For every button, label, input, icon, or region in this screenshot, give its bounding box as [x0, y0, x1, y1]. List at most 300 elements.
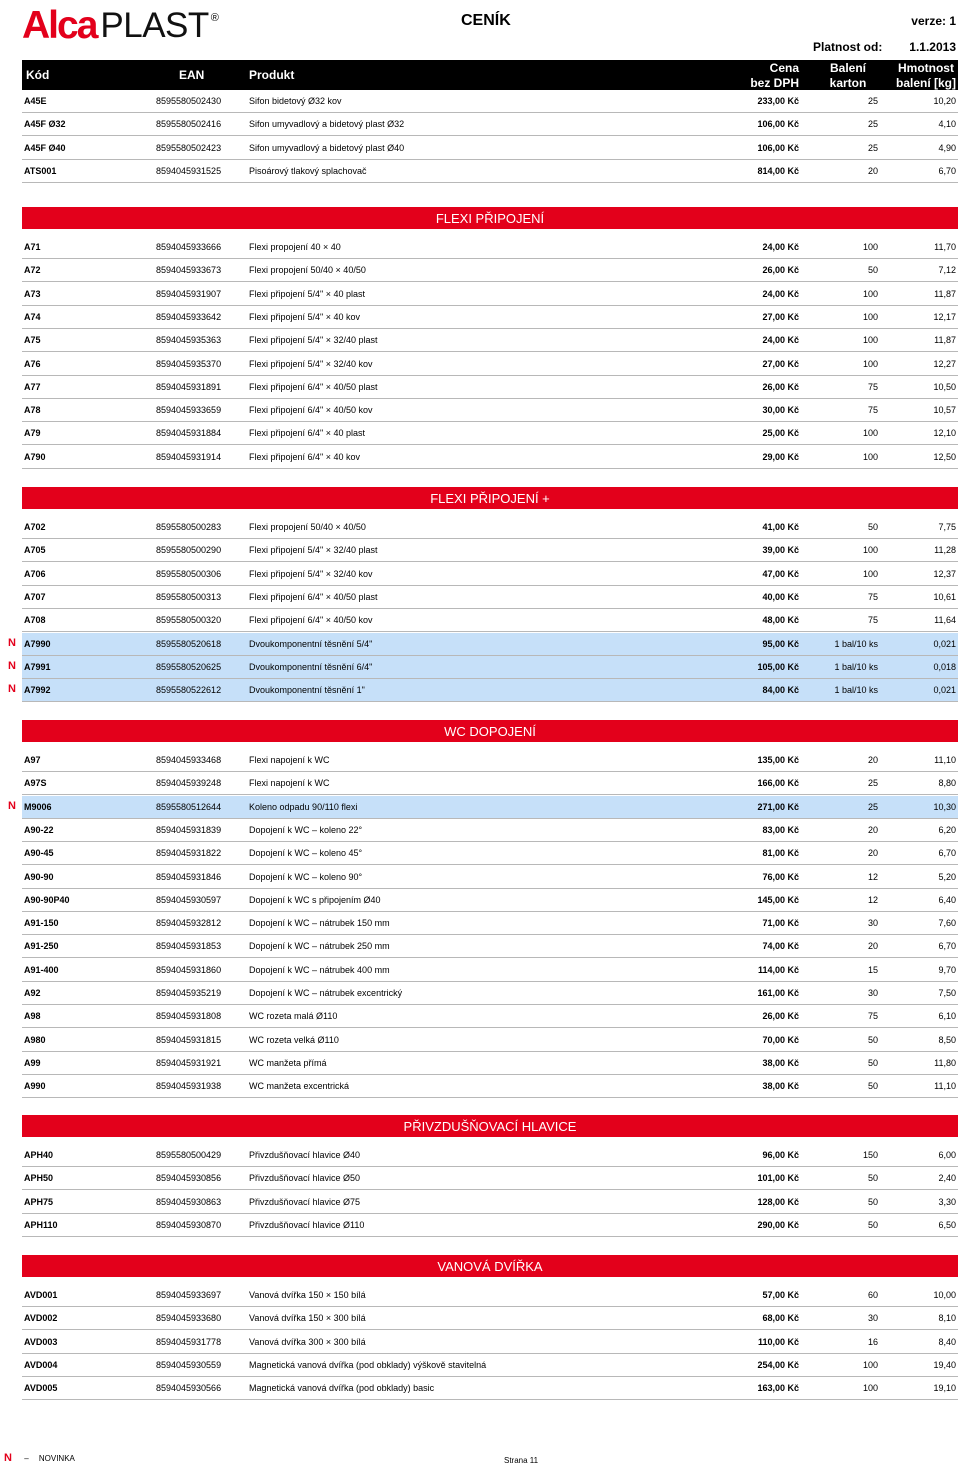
product-cell: Dopojení k WC – koleno 45°: [249, 848, 363, 858]
weight-cell: 6,40: [938, 895, 956, 905]
table-row: [22, 772, 958, 795]
table-row: [22, 842, 958, 865]
code-cell: A705: [24, 545, 46, 555]
product-cell: Dopojení k WC – nátrubek 250 mm: [249, 941, 390, 951]
product-cell: Přivzdušňovací hlavice Ø50: [249, 1173, 361, 1183]
price-cell: 57,00 Kč: [762, 1290, 799, 1300]
ean-cell: 8594045931914: [156, 452, 222, 462]
product-cell: Flexi připojení 6/4" × 40/50 plast: [249, 592, 378, 602]
table-row: [22, 90, 958, 113]
product-cell: Dopojení k WC – nátrubek excentrický: [249, 988, 403, 998]
product-cell: Magnetická vanová dvířka (pod obklady) výškově stavitelná: [249, 1360, 487, 1370]
code-cell: A45E: [24, 96, 47, 106]
table-row: [22, 1284, 958, 1307]
table-row: [22, 609, 958, 632]
table-row: [22, 446, 958, 469]
ean-cell: 8595580500306: [156, 569, 222, 579]
weight-cell: 3,30: [938, 1197, 956, 1207]
price-cell: 271,00 Kč: [757, 802, 799, 812]
weight-cell: 8,80: [938, 778, 956, 788]
product-cell: Flexi připojení 6/4" × 40/50 kov: [249, 615, 373, 625]
code-cell: A90-90: [24, 872, 54, 882]
weight-cell: 10,20: [933, 96, 956, 106]
table-row: [22, 819, 958, 842]
page-number: Strana 11: [504, 1456, 539, 1465]
ean-cell: 8594045931839: [156, 825, 222, 835]
price-cell: 83,00 Kč: [762, 825, 799, 835]
ean-cell: 8595580512644: [156, 802, 222, 812]
product-cell: Dvoukomponentní těsnění 1": [249, 685, 365, 695]
pack-cell: 60: [867, 1290, 878, 1300]
pack-cell: 15: [867, 965, 878, 975]
col-header-cena: [750, 61, 799, 91]
code-cell: ATS001: [24, 166, 57, 176]
section-title: PŘIVZDUŠŇOVACÍ HLAVICE: [22, 1115, 958, 1137]
product-cell: Flexi připojení 6/4" × 40/50 kov: [249, 405, 373, 415]
ean-cell: 8594045930559: [156, 1360, 222, 1370]
table-row: [22, 422, 958, 445]
code-cell: A90-45: [24, 848, 54, 858]
price-cell: 163,00 Kč: [757, 1383, 799, 1393]
ean-cell: 8595580520618: [156, 639, 222, 649]
legend-text: NOVINKA: [38, 1454, 75, 1463]
code-cell: A90-90P40: [24, 895, 70, 905]
pack-cell: 12: [867, 872, 878, 882]
table-row: [22, 866, 958, 889]
col-header-baleni-line1: Balení: [829, 61, 866, 75]
code-cell: A990: [24, 1081, 46, 1091]
col-header-hmotnost: [896, 61, 956, 91]
ean-cell: 8594045930597: [156, 895, 222, 905]
pack-cell: 75: [867, 615, 878, 625]
weight-cell: 19,40: [933, 1360, 956, 1370]
table-row: [22, 160, 958, 183]
ean-cell: 8594045930863: [156, 1197, 222, 1207]
product-cell: Přivzdušňovací hlavice Ø110: [249, 1220, 365, 1230]
ean-cell: 8595580500283: [156, 522, 222, 532]
price-cell: 25,00 Kč: [762, 428, 799, 438]
code-cell: A76: [24, 359, 41, 369]
product-cell: Sifon bidetový Ø32 kov: [249, 96, 342, 106]
code-cell: APH40: [24, 1150, 54, 1160]
product-cell: Přivzdušňovací hlavice Ø40: [249, 1150, 361, 1160]
pack-cell: 100: [862, 289, 878, 299]
pack-cell: 150: [862, 1150, 878, 1160]
table-row: [22, 236, 958, 259]
weight-cell: 12,50: [933, 452, 956, 462]
product-cell: Flexi propojení 40 × 40: [249, 242, 341, 252]
code-cell: A706: [24, 569, 46, 579]
product-cell: Magnetická vanová dvířka (pod obklady) basic: [249, 1383, 435, 1393]
price-cell: 254,00 Kč: [757, 1360, 799, 1370]
pack-cell: 50: [867, 1197, 878, 1207]
product-cell: Sifon umyvadlový a bidetový plast Ø40: [249, 143, 405, 153]
weight-cell: 10,61: [933, 592, 956, 602]
code-cell: A45F Ø40: [24, 143, 66, 153]
pack-cell: 25: [867, 96, 878, 106]
price-cell: 68,00 Kč: [762, 1313, 799, 1323]
pack-cell: 25: [867, 119, 878, 129]
pack-cell: 20: [867, 755, 878, 765]
weight-cell: 0,018: [933, 662, 956, 672]
price-cell: 24,00 Kč: [762, 335, 799, 345]
price-cell: 24,00 Kč: [762, 289, 799, 299]
price-cell: 96,00 Kč: [762, 1150, 799, 1160]
code-cell: A71: [24, 242, 41, 252]
weight-cell: 7,12: [938, 265, 956, 275]
code-cell: APH75: [24, 1197, 54, 1207]
col-header-cena-line1: Cena: [769, 61, 799, 75]
pack-cell: 100: [862, 335, 878, 345]
pack-cell: 75: [867, 405, 878, 415]
pack-cell: 1 bal/10 ks: [834, 685, 878, 695]
ean-cell: 8594045933666: [156, 242, 222, 252]
code-cell: A980: [24, 1035, 46, 1045]
table-row: [22, 656, 958, 679]
table-row: [22, 1144, 958, 1167]
price-cell: 38,00 Kč: [762, 1081, 799, 1091]
price-cell: 26,00 Kč: [762, 1011, 799, 1021]
pack-cell: 20: [867, 941, 878, 951]
table-row: [22, 1052, 958, 1075]
price-cell: 105,00 Kč: [757, 662, 799, 672]
weight-cell: 11,10: [934, 1081, 956, 1091]
weight-cell: 0,021: [933, 685, 956, 695]
product-cell: Flexi propojení 50/40 × 40/50: [249, 265, 366, 275]
pack-cell: 50: [867, 1220, 878, 1230]
code-cell: A91-400: [24, 965, 59, 975]
product-cell: Dopojení k WC – nátrubek 150 mm: [249, 918, 390, 928]
product-cell: Vanová dvířka 300 × 300 bílá: [249, 1337, 366, 1347]
ean-cell: 8595580522612: [156, 685, 222, 695]
price-cell: 106,00 Kč: [757, 143, 799, 153]
price-cell: 76,00 Kč: [762, 872, 799, 882]
code-cell: AVD001: [24, 1290, 58, 1300]
pack-cell: 100: [862, 428, 878, 438]
ean-cell: 8594045931884: [156, 428, 222, 438]
pack-cell: 50: [867, 265, 878, 275]
pack-cell: 25: [867, 802, 878, 812]
product-cell: WC manžeta přímá: [249, 1058, 327, 1068]
product-cell: Dopojení k WC – koleno 22°: [249, 825, 363, 835]
table-row: [22, 1307, 958, 1330]
price-cell: 81,00 Kč: [762, 848, 799, 858]
pack-cell: 50: [867, 522, 878, 532]
col-header-ean: EAN: [179, 68, 205, 82]
pack-cell: 50: [867, 1035, 878, 1045]
code-cell: A74: [24, 312, 41, 322]
code-cell: A790: [24, 452, 46, 462]
ean-cell: 8595580502423: [156, 143, 222, 153]
table-row: [22, 633, 958, 656]
pack-cell: 100: [862, 1360, 878, 1370]
ean-cell: 8595580500290: [156, 545, 222, 555]
weight-cell: 11,87: [934, 289, 956, 299]
code-cell: A708: [24, 615, 46, 625]
ean-cell: 8594045931921: [156, 1058, 222, 1068]
weight-cell: 11,80: [934, 1058, 956, 1068]
pack-cell: 100: [862, 569, 878, 579]
novinka-mark: N: [8, 660, 16, 672]
code-cell: A72: [24, 265, 41, 275]
ean-cell: 8595580520625: [156, 662, 222, 672]
price-cell: 41,00 Kč: [762, 522, 799, 532]
price-cell: 101,00 Kč: [757, 1173, 799, 1183]
price-cell: 74,00 Kč: [762, 941, 799, 951]
weight-cell: 4,90: [938, 143, 956, 153]
legend-novinka-mark: N: [4, 1452, 12, 1464]
code-cell: AVD005: [24, 1383, 58, 1393]
code-cell: A707: [24, 592, 46, 602]
price-cell: 47,00 Kč: [762, 569, 799, 579]
price-cell: 166,00 Kč: [757, 778, 799, 788]
code-cell: A99: [24, 1058, 41, 1068]
ean-cell: 8594045931808: [156, 1011, 222, 1021]
product-cell: Pisoárový tlakový splachovač: [249, 166, 367, 176]
ean-cell: 8594045933673: [156, 265, 222, 275]
ean-cell: 8594045931853: [156, 941, 222, 951]
price-cell: 161,00 Kč: [757, 988, 799, 998]
code-cell: A79: [24, 428, 41, 438]
novinka-mark: N: [8, 637, 16, 649]
col-header-produkt: Produkt: [249, 68, 295, 82]
ean-cell: 8594045931907: [156, 289, 222, 299]
weight-cell: 11,87: [934, 335, 956, 345]
ean-cell: 8595580502416: [156, 119, 222, 129]
product-cell: Přivzdušňovací hlavice Ø75: [249, 1197, 361, 1207]
weight-cell: 2,40: [938, 1173, 956, 1183]
ean-cell: 8595580502430: [156, 96, 222, 106]
product-cell: Dvoukomponentní těsnění 5/4": [249, 639, 373, 649]
pack-cell: 30: [867, 1313, 878, 1323]
alcaplast-logo: [22, 4, 219, 47]
table-row: [22, 1191, 958, 1214]
table-row: [22, 796, 958, 819]
product-cell: Flexi připojení 5/4" × 32/40 kov: [249, 569, 373, 579]
weight-cell: 5,20: [938, 872, 956, 882]
logo-part-alca: Alca: [22, 4, 97, 47]
col-header-hmotnost-line1: Hmotnost: [897, 61, 954, 75]
product-cell: Dopojení k WC – koleno 90°: [249, 872, 363, 882]
product-cell: Flexi připojení 5/4" × 32/40 plast: [249, 545, 378, 555]
code-cell: A97: [24, 755, 41, 765]
pack-cell: 50: [867, 1058, 878, 1068]
novinka-mark: N: [8, 800, 16, 812]
ean-cell: 8595580500313: [156, 592, 222, 602]
weight-cell: 12,27: [933, 359, 956, 369]
price-cell: 106,00 Kč: [757, 119, 799, 129]
weight-cell: 4,10: [938, 119, 956, 129]
price-cell: 26,00 Kč: [762, 265, 799, 275]
table-row: [22, 539, 958, 562]
product-cell: Flexi připojení 5/4" × 40 plast: [249, 289, 366, 299]
code-cell: A75: [24, 335, 41, 345]
table-row: [22, 1167, 958, 1190]
price-cell: 26,00 Kč: [762, 382, 799, 392]
weight-cell: 9,70: [938, 965, 956, 975]
table-row: [22, 889, 958, 912]
product-cell: Flexi připojení 6/4" × 40 plast: [249, 428, 366, 438]
ean-cell: 8594045939248: [156, 778, 222, 788]
price-cell: 110,00 Kč: [757, 1337, 799, 1347]
ean-cell: 8594045931778: [156, 1337, 222, 1347]
pack-cell: 100: [862, 545, 878, 555]
weight-cell: 10,50: [933, 382, 956, 392]
weight-cell: 6,70: [938, 166, 956, 176]
code-cell: A45F Ø32: [24, 119, 66, 129]
weight-cell: 6,10: [938, 1011, 956, 1021]
weight-cell: 6,00: [938, 1150, 956, 1160]
table-row: [22, 749, 958, 772]
product-cell: Flexi propojení 50/40 × 40/50: [249, 522, 366, 532]
weight-cell: 11,28: [934, 545, 956, 555]
price-cell: 24,00 Kč: [762, 242, 799, 252]
code-cell: M9006: [24, 802, 52, 812]
code-cell: A90-22: [24, 825, 54, 835]
table-row: [22, 376, 958, 399]
table-row: [22, 306, 958, 329]
table-row: [22, 935, 958, 958]
pack-cell: 12: [867, 895, 878, 905]
price-cell: 84,00 Kč: [762, 685, 799, 695]
product-cell: Sifon umyvadlový a bidetový plast Ø32: [249, 119, 405, 129]
novinka-mark: N: [8, 683, 16, 695]
code-cell: A7991: [24, 662, 51, 672]
table-row: [22, 399, 958, 422]
code-cell: A98: [24, 1011, 41, 1021]
ean-cell: 8594045931860: [156, 965, 222, 975]
price-cell: 814,00 Kč: [757, 166, 799, 176]
table-row: [22, 959, 958, 982]
price-cell: 70,00 Kč: [762, 1035, 799, 1045]
price-cell: 135,00 Kč: [757, 755, 799, 765]
price-cell: 27,00 Kč: [762, 359, 799, 369]
ean-cell: 8595580500429: [156, 1150, 222, 1160]
product-cell: Flexi napojení k WC: [249, 755, 330, 765]
price-cell: 40,00 Kč: [762, 592, 799, 602]
code-cell: AVD002: [24, 1313, 58, 1323]
price-cell: 128,00 Kč: [757, 1197, 799, 1207]
code-cell: A91-250: [24, 941, 59, 951]
product-cell: Dopojení k WC s připojením Ø40: [249, 895, 381, 905]
table-row: [22, 113, 958, 136]
section-title: FLEXI PŘIPOJENÍ: [22, 207, 958, 229]
weight-cell: 10,00: [933, 1290, 956, 1300]
table-row: [22, 1029, 958, 1052]
product-cell: Vanová dvířka 150 × 150 bílá: [249, 1290, 366, 1300]
table-row: [22, 912, 958, 935]
weight-cell: 7,50: [938, 988, 956, 998]
pack-cell: 75: [867, 592, 878, 602]
weight-cell: 12,37: [933, 569, 956, 579]
pack-cell: 16: [867, 1337, 878, 1347]
ean-cell: 8594045930856: [156, 1173, 222, 1183]
weight-cell: 6,50: [938, 1220, 956, 1230]
pack-cell: 25: [867, 778, 878, 788]
weight-cell: 11,64: [934, 615, 956, 625]
table-row: [22, 586, 958, 609]
col-header-kod: Kód: [26, 68, 50, 82]
table-row: [22, 982, 958, 1005]
ean-cell: 8594045931846: [156, 872, 222, 882]
ean-cell: 8594045931822: [156, 848, 222, 858]
validity-label: Platnost od:: [813, 40, 883, 54]
table-row: [22, 353, 958, 376]
pack-cell: 30: [867, 988, 878, 998]
table-row: [22, 1214, 958, 1237]
code-cell: A702: [24, 522, 46, 532]
product-cell: Dvoukomponentní těsnění 6/4": [249, 662, 373, 672]
ean-cell: 8594045931815: [156, 1035, 222, 1045]
ean-cell: 8595580500320: [156, 615, 222, 625]
ean-cell: 8594045933697: [156, 1290, 222, 1300]
weight-cell: 12,10: [933, 428, 956, 438]
price-cell: 30,00 Kč: [762, 405, 799, 415]
pack-cell: 100: [862, 359, 878, 369]
weight-cell: 7,60: [938, 918, 956, 928]
price-cell: 29,00 Kč: [762, 452, 799, 462]
pack-cell: 100: [862, 452, 878, 462]
table-row: [22, 329, 958, 352]
pack-cell: 1 bal/10 ks: [834, 662, 878, 672]
product-cell: Flexi připojení 6/4" × 40 kov: [249, 452, 361, 462]
pack-cell: 100: [862, 1383, 878, 1393]
weight-cell: 6,70: [938, 848, 956, 858]
col-header-hmotnost-line2: balení [kg]: [895, 76, 956, 90]
pack-cell: 100: [862, 242, 878, 252]
table-row: [22, 137, 958, 160]
pack-cell: 20: [867, 166, 878, 176]
col-header-baleni-line2: karton [ks]: [829, 76, 867, 105]
ean-cell: 8594045930566: [156, 1383, 222, 1393]
ean-cell: 8594045931891: [156, 382, 222, 392]
legend-dash: –: [24, 1454, 29, 1463]
weight-cell: 6,70: [938, 941, 956, 951]
price-cell: 95,00 Kč: [762, 639, 799, 649]
ean-cell: 8594045931938: [156, 1081, 222, 1091]
code-cell: A97S: [24, 778, 47, 788]
price-cell: 233,00 Kč: [757, 96, 799, 106]
product-cell: WC rozeta velká Ø110: [249, 1035, 339, 1045]
weight-cell: 10,30: [933, 802, 956, 812]
pack-cell: 50: [867, 1081, 878, 1091]
code-cell: AVD003: [24, 1337, 58, 1347]
product-cell: Dopojení k WC – nátrubek 400 mm: [249, 965, 390, 975]
ean-cell: 8594045931525: [156, 166, 222, 176]
logo-registered-mark: ®: [210, 12, 219, 24]
table-row: [22, 1331, 958, 1354]
weight-cell: 19,10: [933, 1383, 956, 1393]
price-cell: 114,00 Kč: [757, 965, 799, 975]
ean-cell: 8594045935363: [156, 335, 222, 345]
section-title: WC DOPOJENÍ: [22, 720, 958, 742]
product-cell: Flexi připojení 5/4" × 32/40 plast: [249, 335, 378, 345]
ean-cell: 8594045930870: [156, 1220, 222, 1230]
code-cell: A7992: [24, 685, 51, 695]
code-cell: A7990: [24, 639, 51, 649]
product-cell: Flexi připojení 5/4" × 40 kov: [249, 312, 361, 322]
product-cell: Koleno odpadu 90/110 flexi: [249, 802, 358, 812]
weight-cell: 10,57: [933, 405, 956, 415]
price-cell: 145,00 Kč: [757, 895, 799, 905]
code-cell: AVD004: [24, 1360, 58, 1370]
code-cell: APH50: [24, 1173, 54, 1183]
logo-part-plast: PLAST: [100, 6, 209, 45]
weight-cell: 11,10: [934, 755, 956, 765]
weight-cell: 7,75: [938, 522, 956, 532]
product-cell: WC rozeta malá Ø110: [249, 1011, 338, 1021]
pack-cell: 75: [867, 1011, 878, 1021]
